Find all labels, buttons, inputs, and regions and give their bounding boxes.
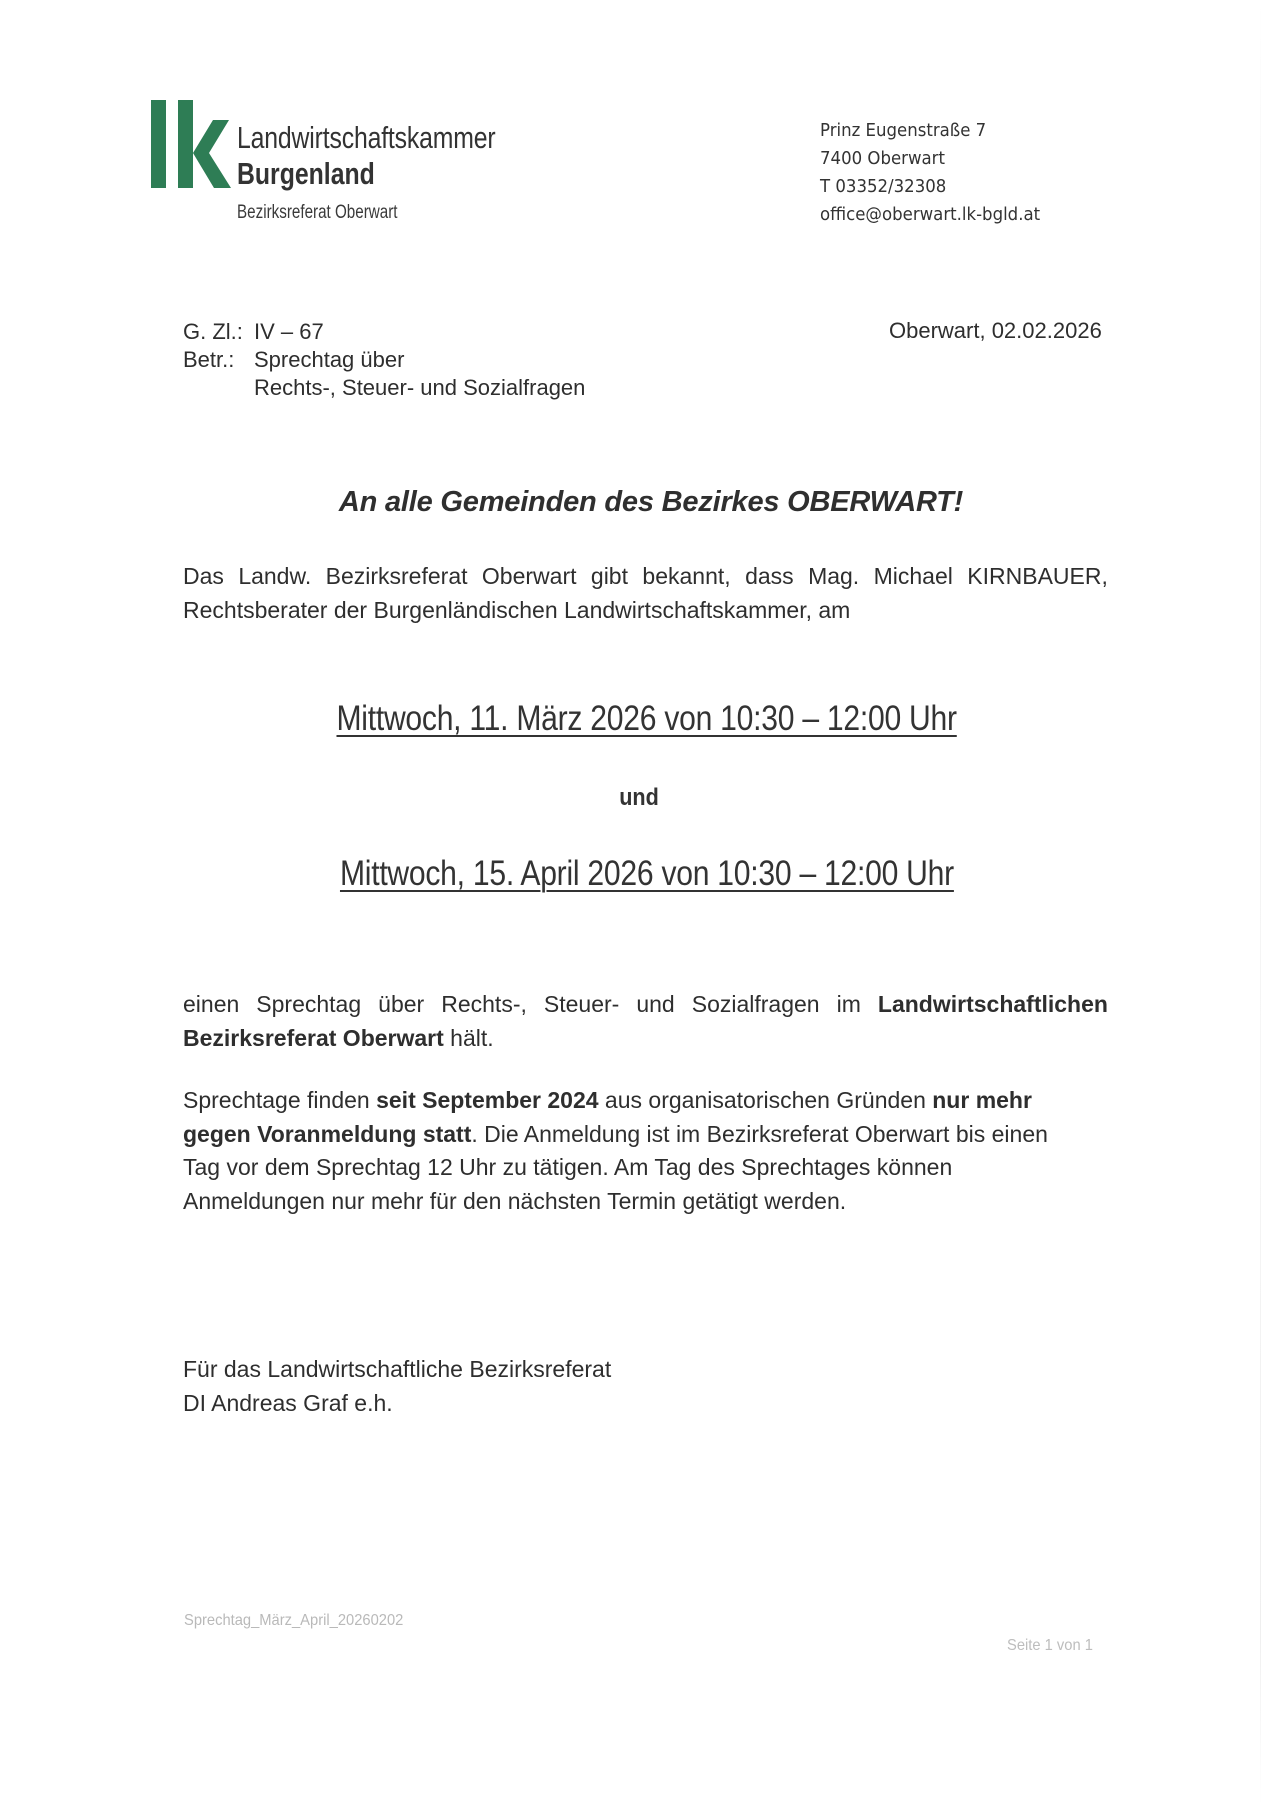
address-city: 7400 Oberwart xyxy=(820,148,945,169)
paragraph-1-line-2: Bezirksreferat Oberwart hält. xyxy=(183,1024,494,1051)
logo-region: Burgenland xyxy=(237,156,375,191)
scan-artifact-line xyxy=(1260,0,1261,1807)
paragraph-2-line-2: gegen Voranmeldung statt. Die Anmeldung ist im Bezirksreferat Oberwart bis einen xyxy=(183,1120,1048,1147)
subject-line-2: Rechts-, Steuer- und Sozialfragen xyxy=(254,375,586,400)
paragraph-2-line-4: Anmeldungen nur mehr für den nächsten Termin getätigt werden. xyxy=(183,1187,847,1214)
sender-address xyxy=(820,117,1040,229)
logo-title: Landwirtschaftskammer xyxy=(237,120,496,155)
headline-text: An alle Gemeinden des Bezirkes OBERWART! xyxy=(338,486,964,518)
intro-line-1: Das Landw. Bezirksreferat Oberwart gibt bekannt, dass Mag. Michael KIRNBAUER, xyxy=(183,563,1108,589)
address-phone: T 03352/32308 xyxy=(820,176,947,197)
address-email: office@oberwart.lk-bgld.at xyxy=(820,204,1041,225)
address-street: Prinz Eugenstraße 7 xyxy=(820,120,987,141)
appointment-2-text: Mittwoch, 15. April 2026 von 10:30 – 12:00 Uhr xyxy=(340,854,954,893)
signature-block xyxy=(183,1352,611,1420)
subject-label: Betr.: xyxy=(183,347,235,372)
intro-line-2: Rechtsberater der Burgenländischen Landwirtschaftskammer, am xyxy=(183,596,851,623)
appointment-2 xyxy=(0,854,1278,894)
headline xyxy=(0,486,1278,519)
paragraph-2-line-1: Sprechtage finden seit September 2024 aus organisatorischen Gründen nur mehr xyxy=(183,1087,1032,1113)
paragraph-sprechtag xyxy=(183,988,1108,1055)
lk-logo-icon xyxy=(151,100,231,188)
subject-line-1: Sprechtag über xyxy=(254,347,405,372)
footer-page-number: Seite 1 von 1 xyxy=(1007,1637,1093,1654)
paragraph-registration xyxy=(183,1084,1108,1218)
logo-subtitle: Bezirksreferat Oberwart xyxy=(237,202,398,223)
paragraph-1-line-1: einen Sprechtag über Rechts-, Steuer- und Sozialfragen im Landwirtschaftlichen xyxy=(183,991,1108,1017)
signature-line-1: Für das Landwirtschaftliche Bezirksreferat xyxy=(183,1356,612,1382)
gzl-value: IV – 67 xyxy=(254,319,324,344)
gzl-label: G. Zl.: xyxy=(183,319,243,344)
intro-paragraph xyxy=(183,560,1108,627)
conjunction: und xyxy=(619,784,659,811)
signature-line-2: DI Andreas Graf e.h. xyxy=(183,1390,393,1416)
paragraph-2-line-3: Tag vor dem Sprechtag 12 Uhr zu tätigen. Am Tag des Sprechtages können xyxy=(183,1154,953,1180)
appointment-1 xyxy=(0,699,1278,739)
footer-filename: Sprechtag_März_April_20260202 xyxy=(184,1612,404,1629)
appointment-1-text: Mittwoch, 11. März 2026 von 10:30 – 12:00 Uhr xyxy=(336,699,958,738)
place-date: Oberwart, 02.02.2026 xyxy=(889,318,1102,343)
